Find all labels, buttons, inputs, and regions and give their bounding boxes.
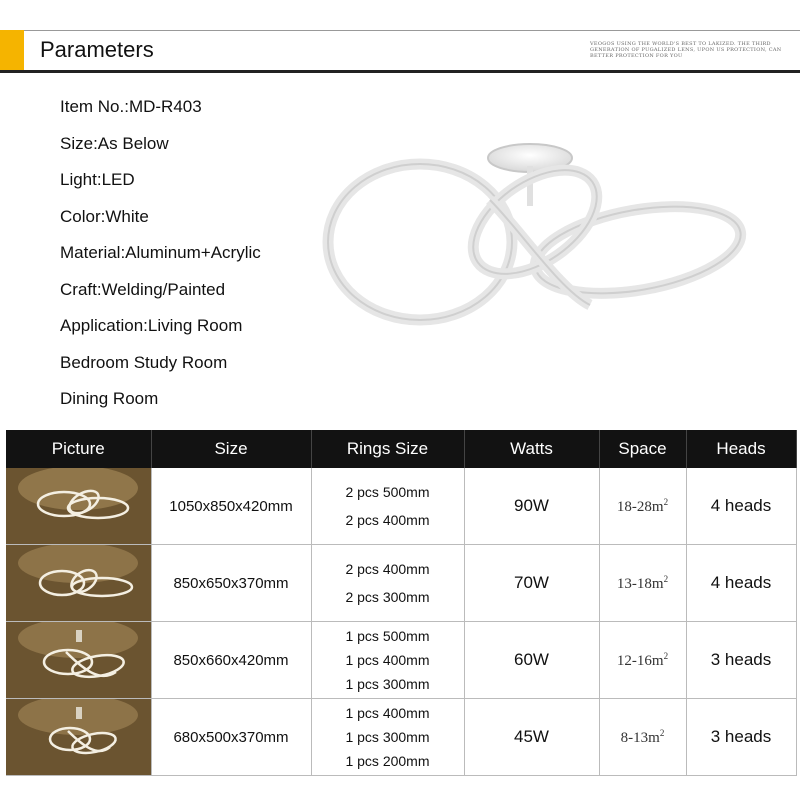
header-accent-bar	[0, 30, 24, 70]
lamp-thumbnail-image	[6, 699, 151, 771]
spec-application: Application:Living Room	[60, 316, 243, 335]
rings-cell	[311, 468, 464, 545]
watts-cell: 45W	[464, 699, 599, 776]
col-header-heads: Heads	[686, 430, 796, 468]
spec-size: Size:As Below	[60, 133, 169, 153]
ring-line: 1 pcs 200mm	[345, 753, 430, 769]
table-row	[6, 699, 796, 776]
space-value: 13-18m	[616, 575, 664, 592]
spec-table	[6, 430, 797, 776]
parameters-header	[0, 30, 800, 72]
product-thumbnail	[6, 468, 151, 545]
table-row	[6, 468, 796, 545]
ring-line: 1 pcs 300mm	[345, 729, 430, 745]
spec-application-line-3: Dining Room	[60, 389, 159, 408]
space-cell	[599, 699, 686, 776]
table-header-row	[6, 430, 796, 468]
watts-cell: 70W	[464, 545, 599, 622]
product-thumbnail	[6, 622, 151, 699]
ring-line: 1 pcs 400mm	[345, 705, 430, 721]
page-title: Parameters	[40, 37, 154, 62]
size-cell: 680x500x370mm	[151, 699, 311, 776]
ring-line: 1 pcs 500mm	[345, 628, 430, 644]
col-header-watts: Watts	[464, 430, 599, 468]
space-unit-sup: 2	[663, 573, 669, 584]
heads-cell: 4 heads	[686, 545, 796, 622]
ring-line: 2 pcs 400mm	[345, 512, 430, 528]
lamp-thumbnail-image	[6, 622, 151, 694]
product-thumbnail	[6, 699, 151, 776]
watts-cell: 90W	[464, 468, 599, 545]
col-header-rings-size: Rings Size	[311, 430, 464, 468]
rings-cell	[311, 699, 464, 776]
ring-line: 2 pcs 300mm	[345, 589, 430, 605]
table-row	[6, 545, 796, 622]
size-cell: 850x650x370mm	[151, 545, 311, 622]
space-unit-sup: 2	[663, 496, 669, 507]
product-image	[320, 130, 760, 330]
ring-line: 1 pcs 300mm	[345, 676, 430, 692]
spec-light: Light:LED	[60, 170, 135, 189]
header-tagline: VEOGOS USING THE WORLD'S BEST TO LAKIZED. THE THIRD GENERATION OF PUGALIZED LENS, UPON US PROTECTION, CAN BETTER PROTECTION FOR YOU	[590, 41, 782, 59]
heads-cell: 3 heads	[686, 622, 796, 699]
spec-list	[60, 96, 261, 425]
heads-cell: 3 heads	[686, 699, 796, 776]
col-header-size: Size	[151, 430, 311, 468]
col-header-picture: Picture	[6, 430, 151, 468]
ring-line: 1 pcs 400mm	[345, 652, 430, 668]
lamp-thumbnail-image	[6, 468, 151, 540]
space-value: 12-16m	[616, 652, 664, 669]
size-cell: 1050x850x420mm	[151, 468, 311, 545]
col-header-space: Space	[599, 430, 686, 468]
rings-cell	[311, 545, 464, 622]
header-top-line	[24, 30, 800, 31]
space-unit-sup: 2	[659, 727, 665, 738]
space-value: 8-13m	[620, 729, 660, 746]
space-unit-sup: 2	[663, 650, 669, 661]
spec-material: Material:Aluminum+Acrylic	[60, 243, 261, 262]
rings-cell	[311, 622, 464, 699]
header-divider	[0, 70, 800, 73]
spec-color: Color:White	[60, 206, 149, 226]
size-cell: 850x660x420mm	[151, 622, 311, 699]
space-value: 18-28m	[616, 498, 664, 515]
ring-line: 2 pcs 500mm	[345, 484, 430, 500]
watts-cell: 60W	[464, 622, 599, 699]
space-cell	[599, 545, 686, 622]
spec-craft: Craft:Welding/Painted	[60, 279, 226, 299]
ring-line: 2 pcs 400mm	[345, 561, 430, 577]
heads-cell: 4 heads	[686, 468, 796, 545]
spec-item-number: Item No.:MD-R403	[60, 97, 202, 116]
space-cell	[599, 468, 686, 545]
lamp-thumbnail-image	[6, 545, 151, 617]
table-row	[6, 622, 796, 699]
space-cell	[599, 622, 686, 699]
spec-application-line-2: Bedroom Study Room	[60, 352, 228, 372]
product-thumbnail	[6, 545, 151, 622]
